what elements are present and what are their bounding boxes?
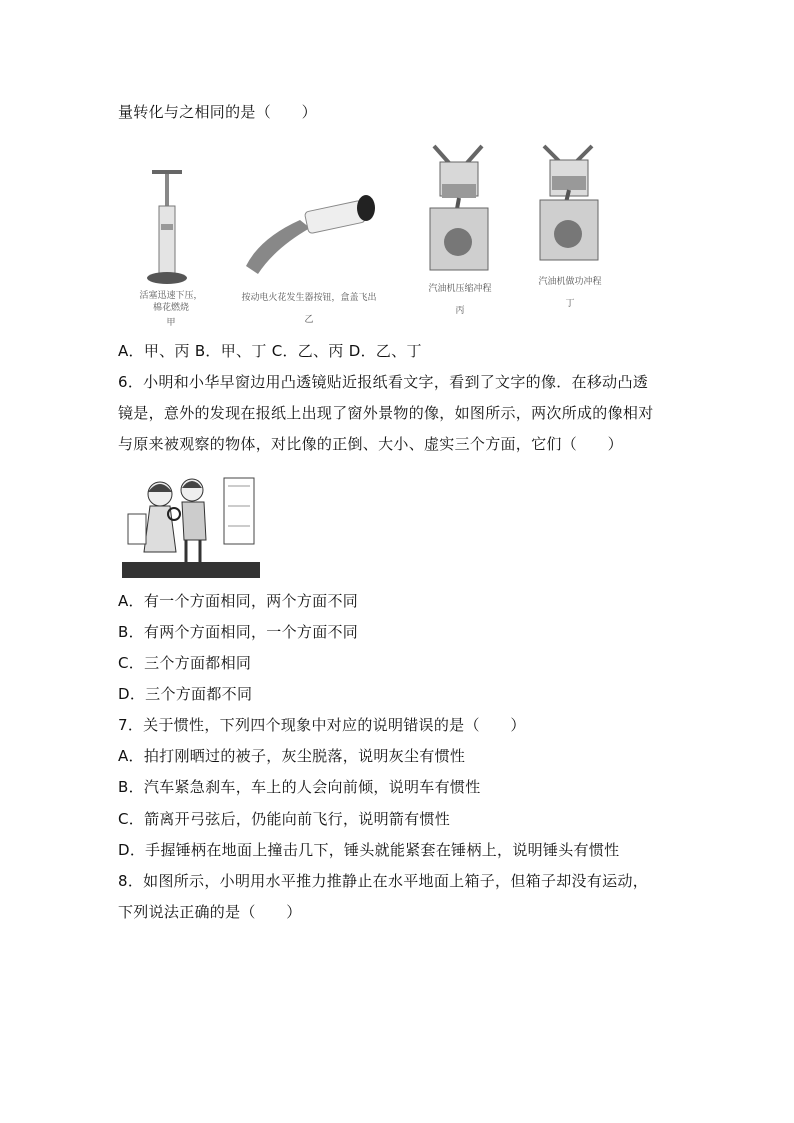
q5-stem-tail: 量转化与之相同的是（ ）	[118, 103, 317, 121]
q6-option-d: D．三个方面都不同	[118, 685, 253, 703]
figure-ding-caption: 汽油机做功冲程	[538, 277, 602, 287]
figure-ding-label: 丁	[565, 299, 575, 309]
q6-stem-line-1: 6．小明和小华早窗边用凸透镜贴近报纸看文字，看到了文字的像．在移动凸透	[118, 373, 649, 391]
q6-stem-line-2: 镜是，意外的发现在报纸上出现了窗外景物的像，如图所示，两次所成的像相对	[118, 404, 654, 422]
figure-yi-caption: 按动电火花发生器按钮，盒盖飞出	[241, 293, 377, 303]
q7-option-b: B．汽车紧急刹车，车上的人会向前倾，说明车有惯性	[118, 778, 481, 796]
figure-jia-fire-syringe	[138, 168, 198, 288]
figure-jia-label: 甲	[166, 318, 176, 328]
q6-option-a: A．有一个方面相同，两个方面不同	[118, 592, 359, 610]
figure-yi-spark-generator	[240, 188, 380, 278]
q8-stem-line-1: 8．如图所示，小明用水平推力推静止在水平地面上箱子，但箱子却没有运动，	[118, 872, 649, 890]
figure-bing-caption: 汽油机压缩冲程	[428, 284, 492, 294]
q5-options: A．甲、丙 B．甲、丁 C．乙、丙 D．乙、丁	[118, 342, 422, 360]
q7-option-d: D．手握锤柄在地面上撞击几下，锤头就能紧套在锤柄上，说明锤头有惯性	[118, 841, 620, 859]
q7-option-c: C．箭离开弓弦后，仍能向前飞行，说明箭有惯性	[118, 810, 451, 828]
figure-lens-window-illustration	[122, 466, 260, 578]
figure-bing-label: 丙	[455, 306, 465, 316]
q7-option-a: A．拍打刚晒过的被子，灰尘脱落，说明灰尘有惯性	[118, 747, 466, 765]
q6-stem-line-3: 与原来被观察的物体，对比像的正倒、大小、虚实三个方面，它们（ ）	[118, 435, 623, 453]
q7-stem: 7．关于惯性，下列四个现象中对应的说明错误的是（ ）	[118, 716, 526, 734]
figure-yi-label: 乙	[304, 315, 314, 325]
q6-option-b: B．有两个方面相同，一个方面不同	[118, 623, 359, 641]
figure-ding-power-stroke	[530, 138, 608, 262]
figure-jia-caption: 活塞迅速下压， 棉花燃烧	[139, 291, 203, 313]
q6-option-c: C．三个方面都相同	[118, 654, 252, 672]
figure-bing-compression-stroke	[420, 138, 498, 272]
q8-stem-line-2: 下列说法正确的是（ ）	[118, 903, 302, 921]
